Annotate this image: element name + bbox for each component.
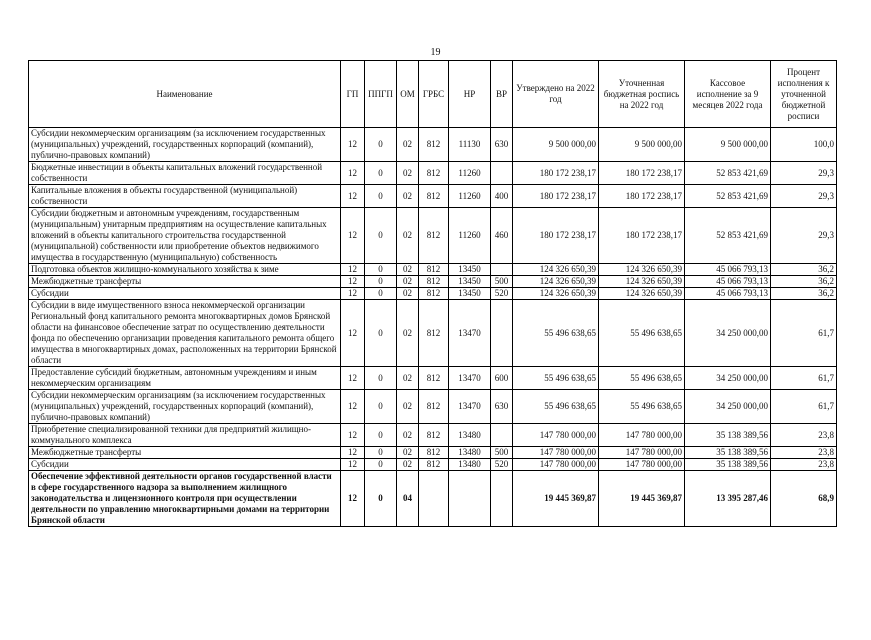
- cell-gp: 12: [341, 276, 365, 288]
- table-row: [29, 300, 837, 367]
- cell-gp: 12: [341, 208, 365, 264]
- cell-grbs: [419, 471, 449, 527]
- cell-om: 02: [397, 390, 419, 424]
- cell-vr: [491, 264, 513, 276]
- cell-vr: 500: [491, 447, 513, 459]
- table-row: [29, 208, 837, 264]
- cell-ppgp: 0: [365, 367, 397, 390]
- cell-ppgp: 0: [365, 288, 397, 300]
- header-ppgp: ППГП: [365, 61, 397, 128]
- cell-approved: 55 496 638,65: [513, 390, 599, 424]
- table-row: [29, 185, 837, 208]
- cell-refined: 147 780 000,00: [599, 459, 685, 471]
- cell-gp: 12: [341, 300, 365, 367]
- cell-gp: 12: [341, 162, 365, 185]
- cell-cash: 45 066 793,13: [685, 288, 771, 300]
- table-row: [29, 276, 837, 288]
- cell-om: 02: [397, 162, 419, 185]
- cell-percent: 61,7: [771, 300, 837, 367]
- cell-name: Субсидии бюджетным и автономным учреждениям, государственным (муниципальным) унитарным предприятиям на осуществление капитальных вложений в объекты капитального строительства государственной (муниципальной) собственности или приобретение объектов недвижимого имущества в государственную (муниципальную) собственность: [29, 208, 341, 264]
- table-row: [29, 471, 837, 527]
- cell-om: 02: [397, 208, 419, 264]
- cell-ppgp: 0: [365, 208, 397, 264]
- cell-om: 02: [397, 185, 419, 208]
- cell-om: 02: [397, 288, 419, 300]
- cell-percent: 23,8: [771, 459, 837, 471]
- cell-vr: [491, 162, 513, 185]
- cell-refined: 147 780 000,00: [599, 447, 685, 459]
- cell-grbs: 812: [419, 276, 449, 288]
- cell-grbs: 812: [419, 390, 449, 424]
- cell-cash: 34 250 000,00: [685, 367, 771, 390]
- cell-refined: 55 496 638,65: [599, 300, 685, 367]
- cell-om: 02: [397, 459, 419, 471]
- cell-grbs: 812: [419, 288, 449, 300]
- cell-nr: 13450: [449, 288, 491, 300]
- cell-name: Бюджетные инвестиции в объекты капитальных вложений государственной собственности: [29, 162, 341, 185]
- cell-cash: 45 066 793,13: [685, 276, 771, 288]
- header-refined: Уточненная бюджетная роспись на 2022 год: [599, 61, 685, 128]
- cell-ppgp: 0: [365, 162, 397, 185]
- cell-refined: 180 172 238,17: [599, 162, 685, 185]
- cell-gp: 12: [341, 128, 365, 162]
- cell-approved: 147 780 000,00: [513, 459, 599, 471]
- cell-refined: 9 500 000,00: [599, 128, 685, 162]
- cell-grbs: 812: [419, 459, 449, 471]
- cell-grbs: 812: [419, 300, 449, 367]
- cell-vr: 520: [491, 459, 513, 471]
- cell-nr: 13480: [449, 459, 491, 471]
- cell-grbs: 812: [419, 185, 449, 208]
- cell-refined: 55 496 638,65: [599, 390, 685, 424]
- cell-om: 02: [397, 447, 419, 459]
- cell-ppgp: 0: [365, 300, 397, 367]
- cell-percent: 36,2: [771, 264, 837, 276]
- cell-name: Субсидии некоммерческим организациям (за исключением государственных (муниципальных) учреждений, государственных корпораций (компаний), публично-правовых компаний): [29, 128, 341, 162]
- cell-percent: 61,7: [771, 390, 837, 424]
- cell-ppgp: 0: [365, 185, 397, 208]
- cell-nr: 11260: [449, 208, 491, 264]
- cell-approved: 19 445 369,87: [513, 471, 599, 527]
- cell-approved: 180 172 238,17: [513, 185, 599, 208]
- cell-grbs: 812: [419, 162, 449, 185]
- cell-percent: 29,3: [771, 208, 837, 264]
- table-row: [29, 390, 837, 424]
- page-number: 19: [430, 47, 441, 58]
- cell-gp: 12: [341, 459, 365, 471]
- cell-approved: 55 496 638,65: [513, 367, 599, 390]
- cell-om: 02: [397, 424, 419, 447]
- cell-cash: 35 138 389,56: [685, 424, 771, 447]
- cell-cash: 52 853 421,69: [685, 208, 771, 264]
- table-row: [29, 162, 837, 185]
- cell-refined: 124 326 650,39: [599, 264, 685, 276]
- cell-cash: 52 853 421,69: [685, 185, 771, 208]
- cell-nr: 13470: [449, 390, 491, 424]
- cell-gp: 12: [341, 264, 365, 276]
- cell-approved: 55 496 638,65: [513, 300, 599, 367]
- cell-percent: 23,8: [771, 424, 837, 447]
- cell-name: Субсидии некоммерческим организациям (за исключением государственных (муниципальных) учреждений, государственных корпораций (компаний), публично-правовых компаний): [29, 390, 341, 424]
- cell-gp: 12: [341, 288, 365, 300]
- cell-name: Субсидии в виде имущественного взноса некоммерческой организации Региональный фонд капитального ремонта многоквартирных домов Брянской области на финансовое обеспечение затрат по осуществлению деятельности фонда по обеспечению организации проведения капитального ремонта общего имущества в многоквартирных домах, расположенных на территории Брянской области: [29, 300, 341, 367]
- header-name: Наименование: [29, 61, 341, 128]
- cell-nr: 11260: [449, 185, 491, 208]
- cell-name: Предоставление субсидий бюджетным, автономным учреждениям и иным некоммерческим организациям: [29, 367, 341, 390]
- cell-ppgp: 0: [365, 390, 397, 424]
- cell-nr: 13450: [449, 264, 491, 276]
- cell-ppgp: 0: [365, 424, 397, 447]
- header-percent: Процент исполнения к уточненной бюджетной росписи: [771, 61, 837, 128]
- cell-refined: 55 496 638,65: [599, 367, 685, 390]
- cell-name: Межбюджетные трансферты: [29, 276, 341, 288]
- cell-grbs: 812: [419, 208, 449, 264]
- cell-cash: 45 066 793,13: [685, 264, 771, 276]
- table-row: [29, 459, 837, 471]
- cell-name: Капитальные вложения в объекты государственной (муниципальной) собственности: [29, 185, 341, 208]
- cell-refined: 180 172 238,17: [599, 208, 685, 264]
- cell-name: Субсидии: [29, 288, 341, 300]
- cell-vr: 600: [491, 367, 513, 390]
- cell-ppgp: 0: [365, 264, 397, 276]
- cell-refined: 19 445 369,87: [599, 471, 685, 527]
- cell-name: Приобретение специализированной техники для предприятий жилищно-коммунального комплекса: [29, 424, 341, 447]
- cell-nr: 11260: [449, 162, 491, 185]
- table-row: [29, 288, 837, 300]
- cell-name: Обеспечение эффективной деятельности органов государственной власти в сфере государственного надзора за выполнением жилищного законодательства и лицензионного контроля при осуществлении деятельности по управлению многоквартирными домами на территории Брянской области: [29, 471, 341, 527]
- cell-nr: 13450: [449, 276, 491, 288]
- cell-ppgp: 0: [365, 471, 397, 527]
- table-row: [29, 424, 837, 447]
- cell-percent: 68,9: [771, 471, 837, 527]
- cell-grbs: 812: [419, 264, 449, 276]
- cell-approved: 124 326 650,39: [513, 276, 599, 288]
- cell-nr: 11130: [449, 128, 491, 162]
- cell-percent: 100,0: [771, 128, 837, 162]
- cell-name: Подготовка объектов жилищно-коммунального хозяйства к зиме: [29, 264, 341, 276]
- cell-percent: 29,3: [771, 162, 837, 185]
- cell-cash: 13 395 287,46: [685, 471, 771, 527]
- cell-om: 02: [397, 276, 419, 288]
- table-row: [29, 128, 837, 162]
- cell-percent: 36,2: [771, 276, 837, 288]
- cell-cash: 52 853 421,69: [685, 162, 771, 185]
- cell-vr: 400: [491, 185, 513, 208]
- cell-name: Субсидии: [29, 459, 341, 471]
- cell-name: Межбюджетные трансферты: [29, 447, 341, 459]
- cell-gp: 12: [341, 471, 365, 527]
- cell-vr: 500: [491, 276, 513, 288]
- table-body: [29, 128, 837, 527]
- cell-ppgp: 0: [365, 276, 397, 288]
- header-gp: ГП: [341, 61, 365, 128]
- cell-percent: 36,2: [771, 288, 837, 300]
- cell-approved: 180 172 238,17: [513, 162, 599, 185]
- cell-refined: 124 326 650,39: [599, 276, 685, 288]
- cell-gp: 12: [341, 424, 365, 447]
- cell-cash: 9 500 000,00: [685, 128, 771, 162]
- cell-approved: 147 780 000,00: [513, 424, 599, 447]
- cell-gp: 12: [341, 185, 365, 208]
- cell-vr: [491, 300, 513, 367]
- header-approved: Утверждено на 2022 год: [513, 61, 599, 128]
- cell-om: 02: [397, 300, 419, 367]
- cell-vr: 520: [491, 288, 513, 300]
- cell-refined: 124 326 650,39: [599, 288, 685, 300]
- cell-nr: 13470: [449, 367, 491, 390]
- cell-cash: 34 250 000,00: [685, 390, 771, 424]
- header-vr: ВР: [491, 61, 513, 128]
- cell-percent: 61,7: [771, 367, 837, 390]
- cell-vr: 630: [491, 128, 513, 162]
- table-row: [29, 367, 837, 390]
- table-row: [29, 447, 837, 459]
- cell-percent: 23,8: [771, 447, 837, 459]
- cell-nr: 13480: [449, 424, 491, 447]
- cell-grbs: 812: [419, 447, 449, 459]
- cell-grbs: 812: [419, 367, 449, 390]
- header-nr: НР: [449, 61, 491, 128]
- cell-om: 02: [397, 128, 419, 162]
- cell-gp: 12: [341, 390, 365, 424]
- cell-approved: 9 500 000,00: [513, 128, 599, 162]
- cell-om: 02: [397, 264, 419, 276]
- cell-grbs: 812: [419, 128, 449, 162]
- cell-cash: 34 250 000,00: [685, 300, 771, 367]
- cell-ppgp: 0: [365, 447, 397, 459]
- cell-percent: 29,3: [771, 185, 837, 208]
- cell-approved: 147 780 000,00: [513, 447, 599, 459]
- cell-nr: 13470: [449, 300, 491, 367]
- cell-refined: 180 172 238,17: [599, 185, 685, 208]
- table-header-row: [29, 61, 837, 128]
- cell-refined: 147 780 000,00: [599, 424, 685, 447]
- cell-vr: 630: [491, 390, 513, 424]
- cell-ppgp: 0: [365, 459, 397, 471]
- cell-cash: 35 138 389,56: [685, 447, 771, 459]
- cell-om: 02: [397, 367, 419, 390]
- cell-ppgp: 0: [365, 128, 397, 162]
- cell-gp: 12: [341, 447, 365, 459]
- cell-vr: [491, 471, 513, 527]
- cell-nr: [449, 471, 491, 527]
- table-row: [29, 264, 837, 276]
- cell-grbs: 812: [419, 424, 449, 447]
- header-cash: Кассовое исполнение за 9 месяцев 2022 года: [685, 61, 771, 128]
- cell-vr: [491, 424, 513, 447]
- cell-nr: 13480: [449, 447, 491, 459]
- cell-cash: 35 138 389,56: [685, 459, 771, 471]
- cell-approved: 124 326 650,39: [513, 288, 599, 300]
- header-grbs: ГРБС: [419, 61, 449, 128]
- header-om: ОМ: [397, 61, 419, 128]
- cell-vr: 460: [491, 208, 513, 264]
- cell-approved: 124 326 650,39: [513, 264, 599, 276]
- cell-gp: 12: [341, 367, 365, 390]
- cell-approved: 180 172 238,17: [513, 208, 599, 264]
- budget-execution-table: [28, 60, 837, 527]
- cell-om: 04: [397, 471, 419, 527]
